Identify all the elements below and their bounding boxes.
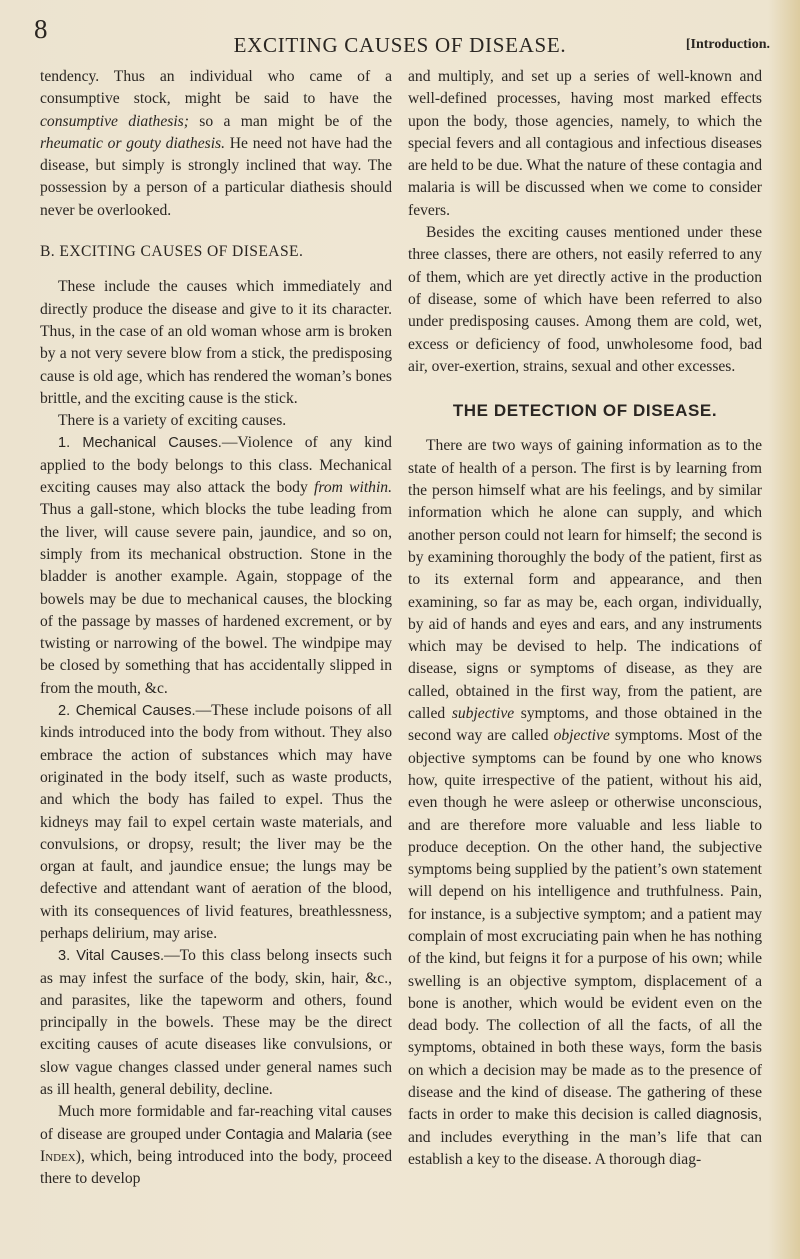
term-mechanical-causes: 1. Mechanical Causes. bbox=[58, 435, 222, 452]
paragraph: There are two ways of gaining information as to the state of health of a person. The first is by learning from the person himself what are his feelings, and by similar information which he alone can supply, and which another person could not learn for himself; the second is by examining thoroughly the body of the patient, first as to its external form and appearance, and then examining, so far as may be, each organ, individually, by aid of hands and eyes and ears, and any instruments which may be devised to help. The indications of disease, signs or symptoms of disease, as they are called, obtained in the first way, from the patient, are called subjective symptoms, and those obtained in the second way are called objective symptoms. Most of the objective symptoms can be found by one who knows how, quite irrespective of the patient, without his aid, even though he were asleep or otherwise unconscious, and are therefore more valuable and less liable to produce deception. On the other hand, the subjective symptoms being supplied by the patient’s own statement will depend on his intelligence and truthfulness. Pain, for instance, is a subjective symptom; and a patient may complain of most excruciating pain when he has nothing of the kind, but feigns it for a purpose of his own; while swelling is an objective symptom, displacement of a bone is another, which would be evident even on the dead body. The collection of all the facts, of all the symptoms, obtained in both these ways, form the basis on which a decision may be made as to the presence of disease and the kind of disease. The gathering of these facts in order to make this decision is called diagnosis, and includes everything in the man’s life that can establish a key to the disease. A thorough diag- bbox=[408, 437, 763, 1168]
term-contagia: Contagia bbox=[225, 1126, 284, 1143]
index-reference: Index bbox=[40, 1147, 76, 1165]
term-chemical-causes: 2. Chemical Causes. bbox=[58, 703, 196, 720]
term-vital-causes: 3. Vital Causes. bbox=[58, 948, 165, 965]
paragraph: There is a variety of exciting causes. bbox=[58, 412, 287, 430]
paragraph: and multiply, and set up a series of well-known and well-defined processes, having most marked effects upon the body, those agencies, namely, to which the special fevers and all contagious and infectious diseases are held to be due. What the nature of these contagia and malaria is will be discussed when we come to consider fevers. bbox=[408, 68, 762, 219]
paragraph: These include the causes which immediately and directly produce the disease and give to it its character. Thus, in the case of an old woman whose arm is broken by a not very severe blow from a stick, the predisposing cause is old age, which has rendered the woman’s bones brittle, and the exciting cause is the stick. bbox=[40, 278, 392, 407]
paragraph-vital-causes: 3. Vital Causes.—To this class belong insects such as may infest the surface of the body, skin, hair, &c., and parasites, like the tapeworm and others, found principally in the bowels. These may be the direct exciting causes of acute diseases like convulsions, or slow vague changes classed under general names such as ill health, general debility, decline. bbox=[40, 947, 392, 1099]
paragraph-mechanical-causes: 1. Mechanical Causes.—Violence of any kind applied to the body belongs to this class. Mechanical exciting causes may also attack the body from within. Thus a gall-stone, which blocks the tube leading from the liver, will cause severe pain, jaundice, and so on, simply from its mechanical obstruction. Stone in the bladder is another example. Again, stoppage of the bowels may be due to mechanical causes, the blocking of the passage by masses of hardened excrement, or by twisting or narrowing of the bowel. The windpipe may be closed by something that has accidentally slipped in from the mouth, &c. bbox=[40, 434, 393, 697]
section-heading-detection: THE DETECTION OF DISEASE. bbox=[452, 401, 718, 421]
term-diagnosis: diagnosis, bbox=[696, 1107, 762, 1124]
paragraph: tendency. Thus an individual who came of a consumptive stock, might be said to have the consumptive diathesis; so a man might be of the rheumatic or gouty diathesis. He need not have had the disease, but simply is strongly inclined that way. The possession by a person of a particular diathesis should never be overlooked. bbox=[40, 68, 393, 219]
section-tag: [Introduction. bbox=[685, 37, 770, 52]
right-column bbox=[408, 66, 762, 1171]
paragraph: Much more formidable and far-reaching vital causes of disease are grouped under Contagia and Malaria (see Index), which, being introduced into the body, proceed there to develop bbox=[40, 1103, 393, 1188]
term-malaria: Malaria bbox=[314, 1126, 363, 1143]
paragraph: Besides the exciting causes mentioned under these three classes, there are others, not easily referred to any of them, which are yet directly active in the production of disease, some of which have been referred to also under predisposing causes. Among them are cold, wet, excess or deficiency of food, unwholesome food, bad air, over-exertion, strains, sexual and other excesses. bbox=[408, 224, 762, 375]
paragraph-chemical-causes: 2. Chemical Causes.—These include poisons of all kinds introduced into the body from without. They also embrace the action of substances which may have originated in the body itself, such as waste products, and which the body has failed to expel. Thus the kidneys may fail to expel certain waste materials, and convulsions, or dropsy, result; the liver may be the organ at fault, and jaundice ensue; the lungs may be defective and attendant want of aeration of the blood, with its consequences of livid features, breathlessness, perhaps delirium, may arise. bbox=[40, 702, 392, 942]
section-heading-exciting-causes: B. EXCITING CAUSES OF DISEASE. bbox=[40, 243, 304, 261]
page-number: 8 bbox=[34, 14, 48, 44]
running-title: EXCITING CAUSES OF DISEASE. bbox=[233, 33, 567, 57]
left-column bbox=[40, 66, 392, 1191]
